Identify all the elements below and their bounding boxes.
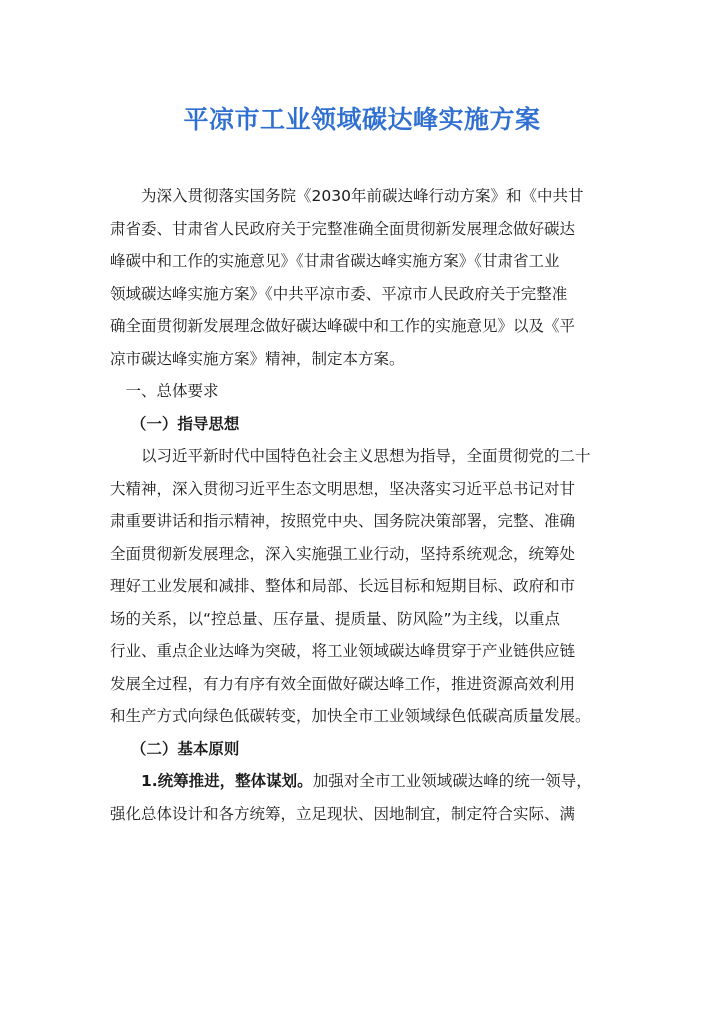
- intro-paragraph: 为深入贯彻落实国务院《2030年前碳达峰行动方案》和《中共甘 肃省委、甘肃省人民政府关于完整准确全面贯彻新发展理念做好碳达 峰碳中和工作的实施意见》《甘肃省碳达峰实施方案》《甘肃省工业 领域碳达峰实施方案》《中共平凉市委、平凉市人民政府关于完整准 确全面贯彻新发展理念做好碳达峰碳中和工作的实施意见》以及《平 凉市碳达峰实施方案》精神，制定本方案。: [110, 187, 584, 368]
- document-title: 平凉市工业领域碳达峰实施方案: [183, 105, 541, 134]
- principle-1-lead: 1.统筹推进，整体谋划。: [141, 772, 313, 790]
- section-heading-general-requirements: 一、总体要求: [125, 382, 219, 400]
- principle-1-text: 加强对全市工业领域碳达峰的统一领导， 强化总体设计和各方统筹，立足现状、因地制宜，制定符合实际、满: [110, 772, 592, 823]
- subsection-heading-guiding-ideology: （一）指导思想: [130, 414, 240, 433]
- guiding-ideology-paragraph: 以习近平新时代中国特色社会主义思想为指导，全面贯彻党的二十 大精神，深入贯彻习近平生态文明思想，坚决落实习近平总书记对甘 肃重要讲话和指示精神，按照党中央、国务院决策部署，完整、准确 全面贯彻新发展理念，深入实施强工业行动，坚持系统观念，统筹处 理好工业发展和减排、整体和局部、长远目标和短期目标、政府和市 场的关系，以“控总量、压存量、提质量、防风险”为主线，以重点 行业、重点企业达峰为突破，将工业领域碳达峰贯穿于产业链供应链 发展全过程，有力有序有效全面做好碳达峰工作，推进资源高效利用 和生产方式向绿色低碳转变，加快全市工业领域绿色低碳高质量发展。: [110, 447, 591, 725]
- subsection-heading-basic-principles: （二）基本原则: [130, 739, 240, 758]
- principle-1-paragraph: [110, 765, 616, 830]
- document-body: [110, 180, 616, 830]
